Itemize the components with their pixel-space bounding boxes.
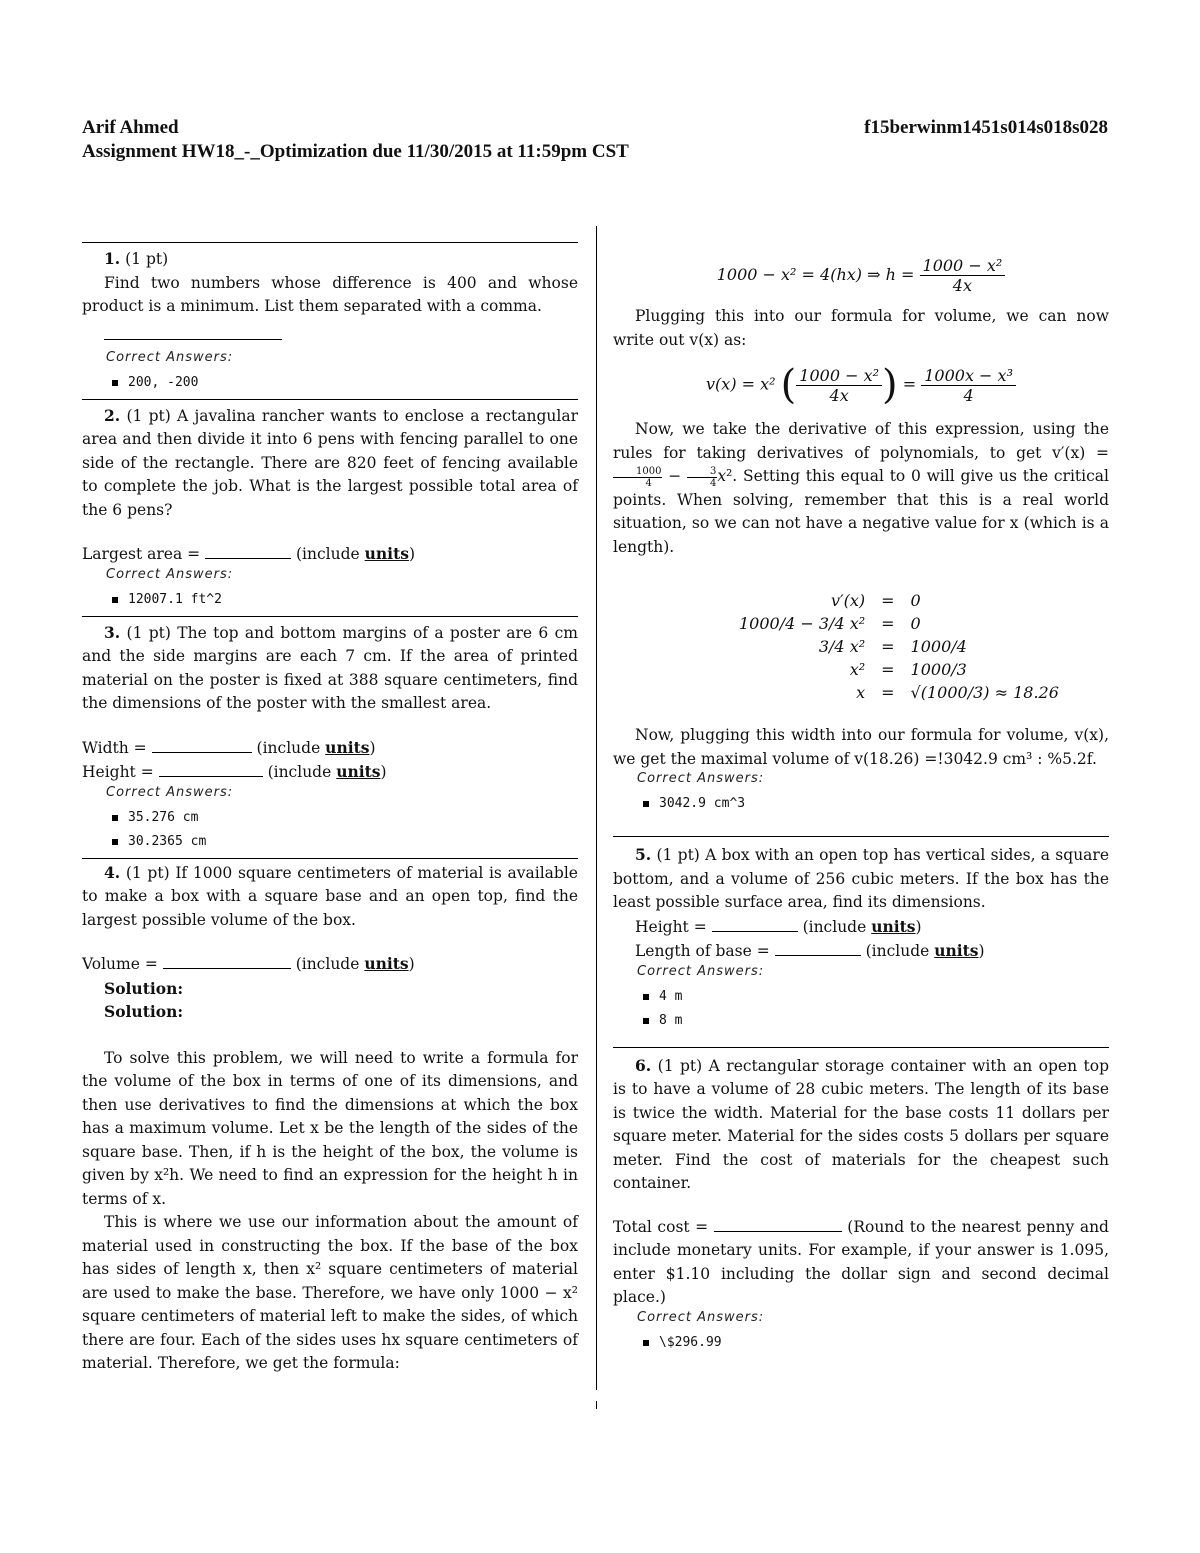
answer-item: \$296.99	[659, 1331, 1109, 1355]
field-label: Width =	[82, 738, 147, 757]
answer-blank[interactable]	[104, 327, 282, 340]
left-column	[82, 232, 578, 1376]
answer-item: 12007.1 ft^2	[128, 588, 578, 612]
largest-area-input[interactable]	[205, 546, 291, 559]
problem-text: The top and bottom margins of a poster are 6 cm and the side margins are each 7 cm. If the area of printed material on the poster is fixed at 388 square centimeters, find the dimensions of the poster with the smallest area.	[82, 623, 578, 712]
problem-points: (1 pt)	[657, 1056, 703, 1075]
problem-points: (1 pt)	[126, 406, 171, 425]
height-input[interactable]	[712, 919, 798, 932]
problem-number: 2.	[104, 405, 121, 425]
width-input[interactable]	[152, 740, 252, 753]
total-cost-input[interactable]	[714, 1219, 842, 1232]
problem-6	[613, 1048, 1109, 1355]
solution-paragraph: Now, we take the derivative of this expression, using the rules for taking derivatives of polynomials, to get v′(x) = $\frac{1000}{4}$ − $\frac{3}{4}$ x². Setting this equal to 0 will give us the critical points. When solving, remember that this is a real world situation, so we can not have a negative value for x (which is a length).	[613, 420, 1109, 556]
correct-answers-label: Correct Answers:	[106, 784, 234, 800]
answer-item: 4 m	[659, 985, 1109, 1009]
correct-answers-label: Correct Answers:	[106, 566, 234, 582]
derivation-step: 1000/4 − 3/4 x² = 0	[739, 614, 921, 633]
solution-paragraph: Plugging this into our formula for volume, we can now write out v(x) as:	[613, 307, 1109, 349]
answer-item: 3042.9 cm^3	[659, 792, 1109, 816]
field-label: Height =	[82, 763, 154, 781]
height-input[interactable]	[159, 764, 263, 777]
page-number-mark	[596, 1401, 597, 1409]
problem-text: Find two numbers whose difference is 400 and whose product is a minimum. List them separated with a comma.	[82, 273, 578, 315]
derivation-step: x² = 1000/3	[849, 660, 967, 679]
problem-text: A javalina rancher wants to enclose a rectangular area and then divide it into 6 pens with fencing parallel to one side of the rectangle. There are 820 feet of fencing available to complete the job. What is the largest possible total area of the 6 pens?	[82, 406, 578, 519]
length-of-base-input[interactable]	[775, 943, 861, 956]
answer-list	[613, 792, 1109, 816]
assignment-id: f15berwinm1451s014s018s028	[864, 117, 1108, 138]
column-divider	[596, 226, 597, 1390]
equation-volume: v(x) = x² ( $\frac{\text{1000 − x²}}{4x}$ ) = $\frac{\text{1000x − x³}}{4}$	[613, 362, 1109, 408]
correct-answers-label: Correct Answers:	[106, 349, 234, 365]
answer-item: 30.2365 cm	[128, 830, 578, 854]
problem-text: If 1000 square centimeters of material is available to make a box with a square base and an open top, find the largest possible volume of the box.	[82, 863, 578, 929]
problem-number: 6.	[635, 1055, 652, 1075]
field-label: Volume =	[82, 955, 158, 973]
answer-list	[82, 371, 578, 395]
problem-number: 3.	[104, 622, 121, 642]
derivation-step: x = √(1000/3) ≈ 18.26	[856, 683, 1059, 702]
problem-number: 1.	[104, 249, 121, 268]
problem-text: A box with an open top has vertical sides, a square bottom, and a volume of 256 cubic meters. If the box has the least possible surface area, find its dimensions.	[613, 846, 1109, 911]
problem-5: 5. (1 pt) A box with an open top has vertical sides, a square bottom, and a volume of 256 cubic meters. If the box has the least possible surface area, find its dimensions. Height = (include units) Length of base = (include units) Correct Answers: 4 m 8 m	[613, 837, 1109, 1033]
solution-paragraph: Now, plugging this width into our formula for volume, v(x), we get the maximal volume of v(18.26) =!3042.9 cm³ : %5.2f.	[613, 726, 1109, 768]
problem-number: 5.	[635, 845, 652, 864]
field-label: Largest area =	[82, 545, 201, 563]
problem-2: 2. (1 pt) A javalina rancher wants to enclose a rectangular area and then divide it into 6 pens with fencing parallel to one side of the rectangle. There are 820 feet of fencing available to complete the job. What is the largest possible total area of the 6 pens? Largest area = (include units) Correct Answers: 12007.1 ft^2	[82, 400, 578, 612]
problem-number: 4.	[104, 862, 121, 882]
correct-answers-label: Correct Answers:	[637, 771, 765, 786]
solution-paragraph: This is where we use our information about the amount of material used in constructing the box. If the base of the box has sides of length x, then x² square centimeters of material are used to make the base. Therefore, we have only 1000 − x² square centimeters of material left to make the sides, of which there are four. Each of the sides uses hx square centimeters of material. Therefore, we get the formula:	[82, 1213, 578, 1372]
answer-list	[82, 588, 578, 612]
problem-text: A rectangular storage container with an open top is to have a volume of 28 cubic meters. The length of its base is twice the width. Material for the base costs 11 dollars per square meter. Material for the sides costs 5 dollars per square meter. Find the cost of materials for the cheapest such container.	[613, 1056, 1109, 1192]
answer-item: 200, -200	[128, 371, 578, 395]
problem-3: 3. (1 pt) The top and bottom margins of a poster are 6 cm and the side margins are each 7 cm. If the area of printed material on the poster is fixed at 388 square centimeters, find the dimensions of the poster with the smallest area. Width = (include units) Height = (include units) Correct Answers: 35.276 cm 30.2365 cm	[82, 617, 578, 854]
answer-list	[613, 1331, 1109, 1355]
problem-1	[82, 243, 578, 395]
answer-list	[613, 985, 1109, 1033]
field-label: Height =	[635, 917, 707, 936]
solution-heading: Solution:	[104, 1002, 184, 1021]
solution-heading: Solution:	[104, 978, 184, 998]
problem-points: (1 pt)	[125, 863, 170, 882]
answer-item: 35.276 cm	[128, 806, 578, 830]
assignment-title: Assignment HW18_-_Optimization due 11/30/2015 at 11:59pm CST	[82, 141, 629, 162]
student-name: Arif Ahmed	[82, 117, 179, 138]
equation-height: 1000 − x² = 4(hx) ⇒ h = $\frac{\text{1000 − x²}}{4x}$	[613, 256, 1109, 295]
field-label: Length of base =	[635, 942, 770, 960]
answer-item: 8 m	[659, 1009, 1109, 1033]
problem-4: 4. (1 pt) If 1000 square centimeters of material is available to make a box with a square base and an open top, find the largest possible volume of the box. Volume = (include units) Solution: Solution: To solve this problem, we will need to write a formula for the volume of the box in terms of one of its dimensions, and then use derivatives to find the dimensions at which the box has a maximum volume. Let x be the length of the sides of the square base. Then, if h is the height of the box, the volume is given by x²h. We need to find an expression for the height h in terms of x. This is where we use our information about the amount of material used in constructing the box. If the base of the box has sides of length x, then x² square centimeters of material are used to make the base. Therefore, we have only 1000 − x² square centimeters of material left to make the sides, of which there are four. Each of the sides uses hx square centimeters of material. Therefore, we get the formula:	[82, 859, 578, 1376]
right-column	[613, 232, 1109, 1355]
volume-input[interactable]	[163, 956, 291, 969]
correct-answers-label: Correct Answers:	[637, 963, 765, 979]
derivation-step: 3/4 x² = 1000/4	[818, 637, 967, 656]
problem-points: (1 pt)	[125, 250, 169, 268]
derivation-steps	[731, 589, 1067, 704]
field-note: (Round to the nearest penny and include monetary units. For example, if your answer is 1.095, enter $1.10 including the dollar sign and second decimal place.)	[613, 1217, 1109, 1306]
answer-list	[82, 806, 578, 854]
derivation-step: v′(x) = 0	[830, 591, 921, 610]
solution-paragraph: To solve this problem, we will need to write a formula for the volume of the box in terms of one of its dimensions, and then use derivatives to find the dimensions at which the box has a maximum volume. Let x be the length of the sides of the square base. Then, if h is the height of the box, the volume is given by x²h. We need to find an expression for the height h in terms of x.	[82, 1048, 578, 1208]
field-label: Total cost =	[613, 1217, 709, 1236]
problem-points: (1 pt)	[656, 846, 700, 864]
problem-points: (1 pt)	[126, 623, 171, 642]
correct-answers-label: Correct Answers:	[637, 1309, 765, 1325]
